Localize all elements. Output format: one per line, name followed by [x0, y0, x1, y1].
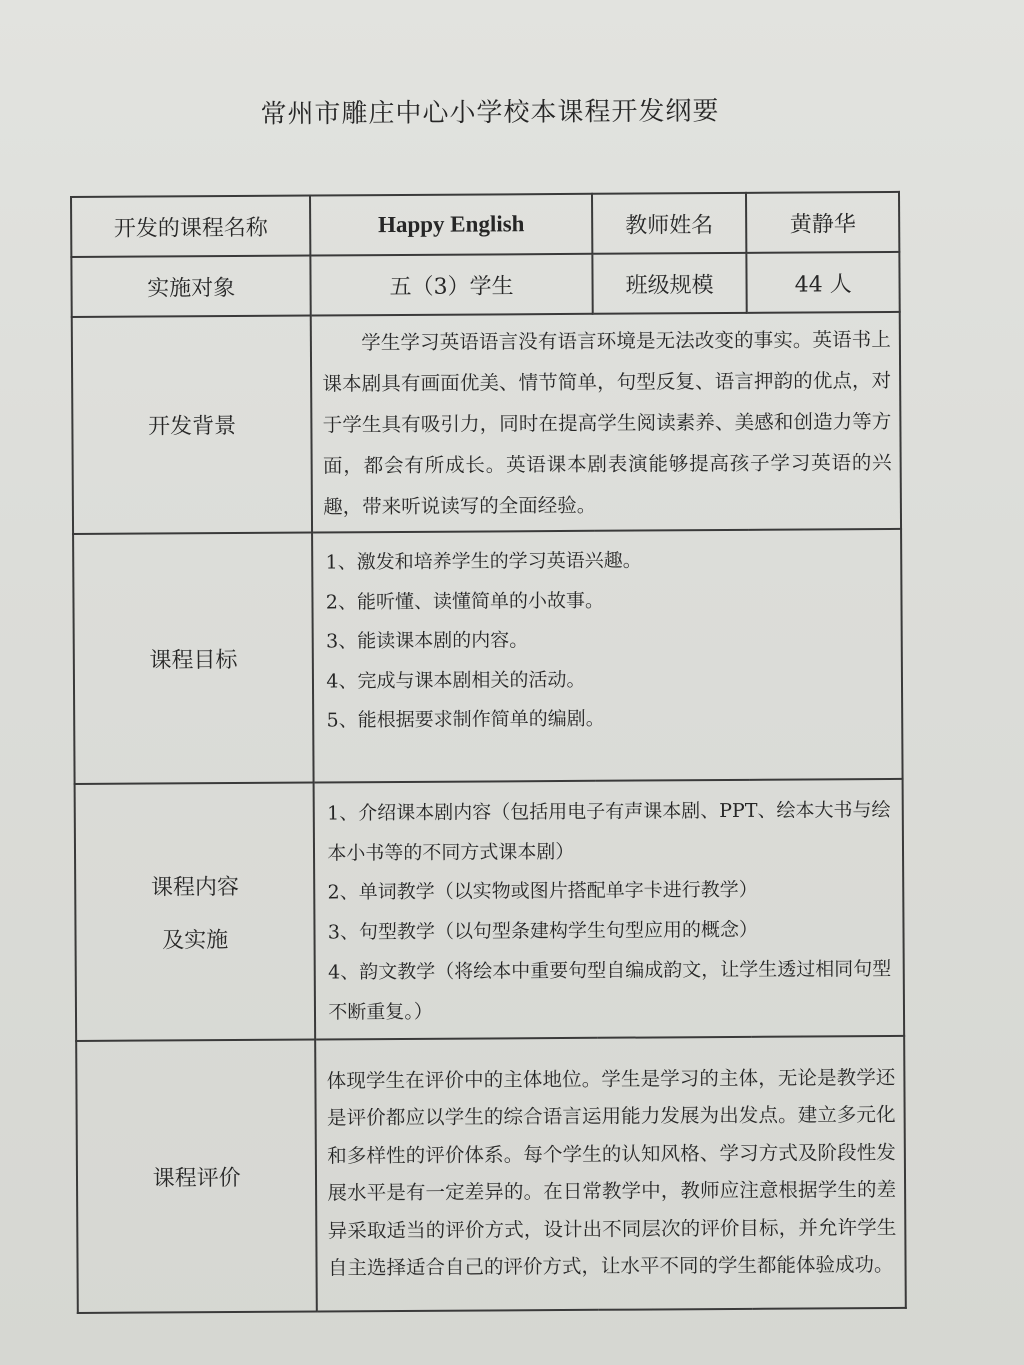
table-row [71, 192, 899, 257]
goals-cell [312, 529, 902, 783]
course-name-label: 开发的课程名称 [71, 196, 311, 257]
goals-label: 课程目标 [73, 533, 314, 784]
table-row [75, 779, 905, 1041]
list-item: 3、句型教学（以句型条建构学生句型应用的概念） [327, 918, 759, 943]
content-list [315, 780, 903, 1039]
document-title: 常州市雕庄中心小学校本课程开发纲要 [260, 96, 720, 130]
content-cell [314, 779, 904, 1040]
teacher-label: 教师姓名 [592, 193, 747, 254]
content-label [75, 783, 316, 1041]
background-label: 开发背景 [72, 316, 313, 534]
list-item: 1、激发和培养学生的学习英语兴趣。 [325, 549, 642, 574]
course-outline-table [70, 191, 907, 1314]
list-item: 2、能听懂、读懂简单的小故事。 [325, 589, 604, 613]
goals-list [313, 530, 901, 747]
target-value: 五（3）学生 [311, 254, 593, 316]
content-label-line1: 课程内容 [150, 874, 239, 901]
table-row [71, 252, 899, 317]
teacher-value: 黄静华 [746, 192, 899, 253]
course-name-value: Happy English [310, 194, 592, 256]
list-item: 4、韵文教学（将绘本中重要句型自编成韵文，让学生透过相同句型不断重复。） [328, 957, 892, 1024]
table-row [73, 529, 903, 784]
class-size-label: 班级规模 [592, 253, 747, 314]
list-item: 2、单词教学（以实物或图片搭配单字卡进行教学） [327, 878, 758, 904]
evaluation-text: 体现学生在评价中的主体地位。学生是学习的主体，无论是教学还是评价都应以学生的综合语言运用能力发展为出发点。建立多元化和多样性的评价体系。每个学生的认知风格、学习方式及阶段性发展水平是有一定差异的。在日常教学中，教师应注意根据学生的差异采取适当的评价方式，设计出不同层次的评价目标，并允许学生自主选择适合自己的评价方式，让水平不同的学生都能体验成功。 [326, 1065, 897, 1280]
evaluation-cell [316, 1036, 906, 1312]
list-item: 1、介绍课本剧内容（包括用电子有声课本剧、PPT、绘本大书与绘本小书等的不同方式课本剧） [327, 798, 891, 865]
table-row [76, 1036, 906, 1313]
list-item: 3、能读课本剧的内容。 [326, 629, 529, 653]
list-item: 5、能根据要求制作简单的编剧。 [326, 707, 605, 732]
content-label-line2: 及实施 [162, 927, 229, 953]
background-cell [311, 312, 901, 533]
table-row [72, 312, 901, 534]
evaluation-label: 课程评价 [76, 1040, 317, 1313]
list-item: 4、完成与课本剧相关的活动。 [326, 668, 586, 692]
class-size-value: 44 人 [747, 252, 900, 313]
background-text: 学生学习英语语言没有语言环境是无法改变的事实。英语书上课本剧具有画面优美、情节简单，句型反复、语言押韵的优点，对于学生具有吸引力，同时在提高学生阅读素养、美感和创造力等方面，都会有所成长。英语课本剧表演能够提高孩子学习英语的兴趣，带来听说读写的全面经验。 [322, 327, 892, 519]
target-label: 实施对象 [71, 256, 311, 317]
